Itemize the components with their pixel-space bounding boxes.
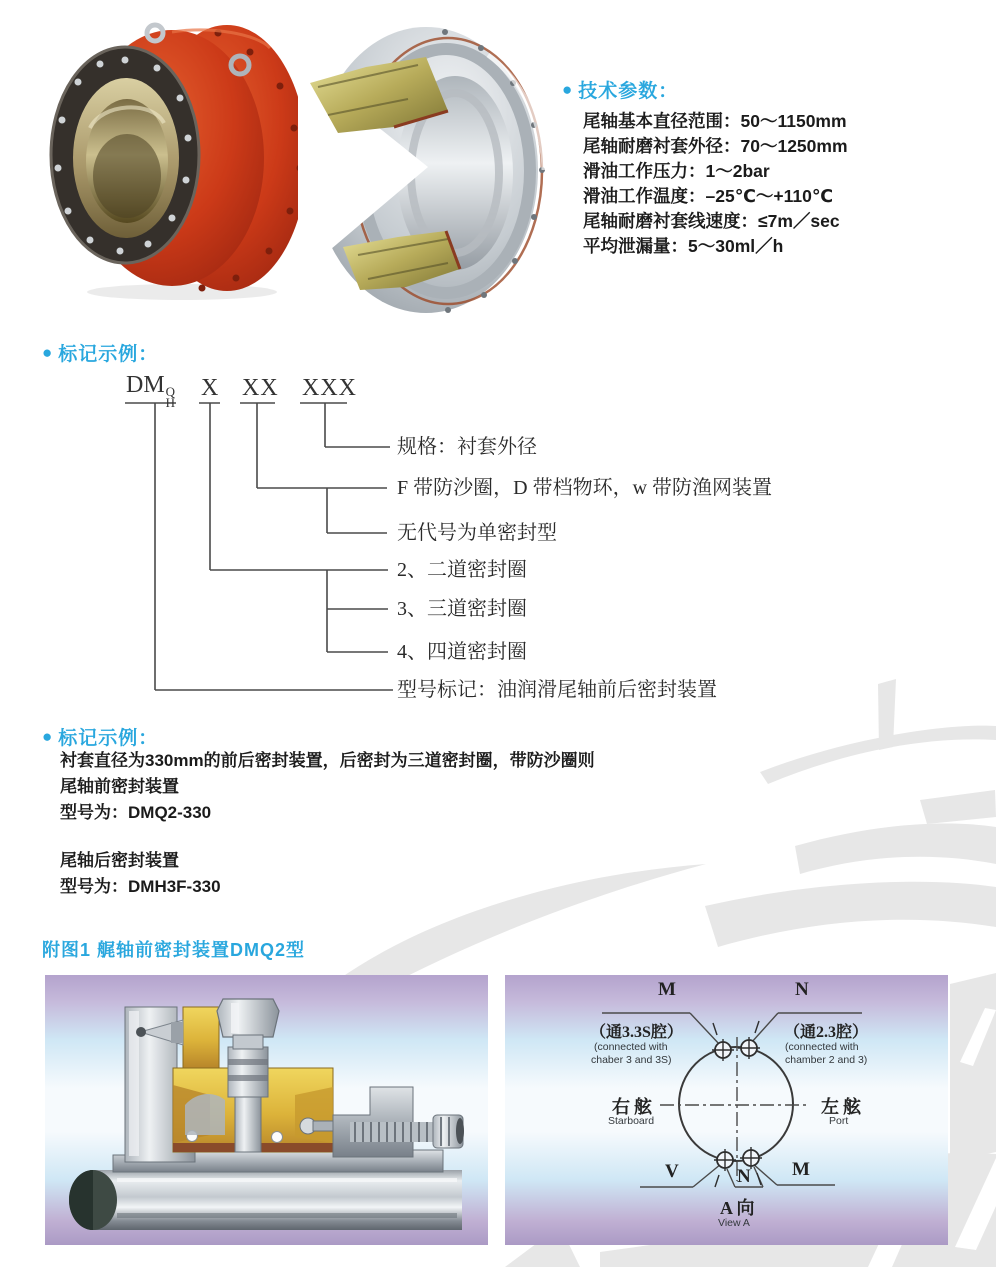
branch-label-spec: 规格：衬套外径: [397, 436, 537, 458]
starboard-label-en: Starboard: [608, 1115, 655, 1127]
tech-params-heading: [562, 76, 992, 103]
tech-param-line: 平均泄漏量：5～30ml／h: [583, 236, 784, 256]
tech-param-line: 尾轴基本直径范围：50～1150mm: [583, 111, 847, 131]
model-code-field3: XXX: [302, 375, 357, 401]
tech-param-line: 滑油工作压力：1～2bar: [583, 161, 770, 181]
starboard-label-zh: 右舷: [612, 1097, 656, 1117]
chamber-right-label-en1: (connected with: [785, 1041, 859, 1053]
port-label-en: Port: [829, 1115, 849, 1127]
branch-label-model-mark: 型号标记：油润滑尾轴前后密封装置: [397, 679, 717, 701]
bullet-icon: ●: [562, 80, 574, 99]
n-bottom-label: N: [737, 1166, 751, 1187]
tech-param-line: 滑油工作温度：–25℃～+110℃: [583, 186, 834, 206]
tech-params-section: [562, 76, 992, 259]
cross-section-panel: [45, 975, 488, 1245]
marking-example-heading: [42, 723, 158, 750]
m-bottom-label: M: [792, 1159, 810, 1180]
marking-diagram-title: 标记示例：: [58, 344, 159, 365]
figure-title: 附图1 艉轴前密封装置DMQ2型: [42, 940, 306, 960]
example-line: 衬套直径为330mm的前后密封装置，后密封为三道密封圈，带防沙圈则: [60, 751, 595, 770]
branch-label-two-seals: 2、二道密封圈: [397, 559, 527, 581]
model-code-sub: H: [165, 395, 176, 410]
photo-rear-seal-steel: [298, 15, 563, 325]
view-a-label-zh: A 向: [720, 1198, 755, 1218]
model-code-sup: Q: [165, 384, 176, 399]
port-m-top-label: M: [658, 979, 676, 1000]
tech-param-line: 尾轴耐磨衬套线速度：≤7m／sec: [583, 211, 840, 231]
marking-diagram-heading: [42, 339, 158, 366]
model-code-prefix: DM Q H: [126, 372, 176, 410]
chamber-right-label-zh: （通2.3腔）: [784, 1024, 869, 1041]
branch-label-four-seals: 4、四道密封圈: [397, 641, 527, 663]
model-code-field1: X: [201, 375, 219, 401]
marking-example-title: 标记示例：: [58, 728, 159, 749]
model-designation-diagram: [0, 368, 996, 713]
bullet-icon: ●: [42, 727, 54, 746]
example-line: 型号为：DMQ2-330: [60, 803, 212, 822]
model-code-field2: XX: [242, 375, 279, 401]
branch-label-single-seal: 无代号为单密封型: [397, 522, 557, 544]
chamber-right-label-en2: chamber 2 and 3): [785, 1054, 868, 1066]
port-label-zh: 左舷: [821, 1097, 865, 1117]
view-a-label-en: View A: [718, 1217, 750, 1229]
view-a-panel: [505, 975, 948, 1245]
branch-label-suffix: F 带防沙圈，D 带档物环，w 带防渔网装置: [397, 477, 773, 499]
example-line: 型号为：DMH3F-330: [60, 877, 221, 896]
marking-example-paragraph-rear: [60, 848, 221, 900]
chamber-left-label-en1: (connected with: [594, 1041, 668, 1053]
tech-param-line: 尾轴耐磨衬套外径：70～1250mm: [583, 136, 848, 156]
photo-front-seal-red: [22, 8, 307, 303]
branch-label-three-seals: 3、三道密封圈: [397, 598, 527, 620]
port-n-top-label: N: [795, 979, 809, 1000]
tech-params-title: 技术参数：: [578, 81, 679, 102]
chamber-left-label-zh: （通3.3S腔）: [590, 1024, 683, 1041]
marking-example-paragraph-front: [60, 748, 595, 826]
example-line: 尾轴前密封装置: [60, 777, 179, 796]
example-line: 尾轴后密封装置: [60, 851, 179, 870]
bullet-icon: ●: [42, 343, 54, 362]
v-bottom-label: V: [665, 1161, 679, 1182]
chamber-left-label-en2: chaber 3 and 3S): [591, 1054, 672, 1066]
